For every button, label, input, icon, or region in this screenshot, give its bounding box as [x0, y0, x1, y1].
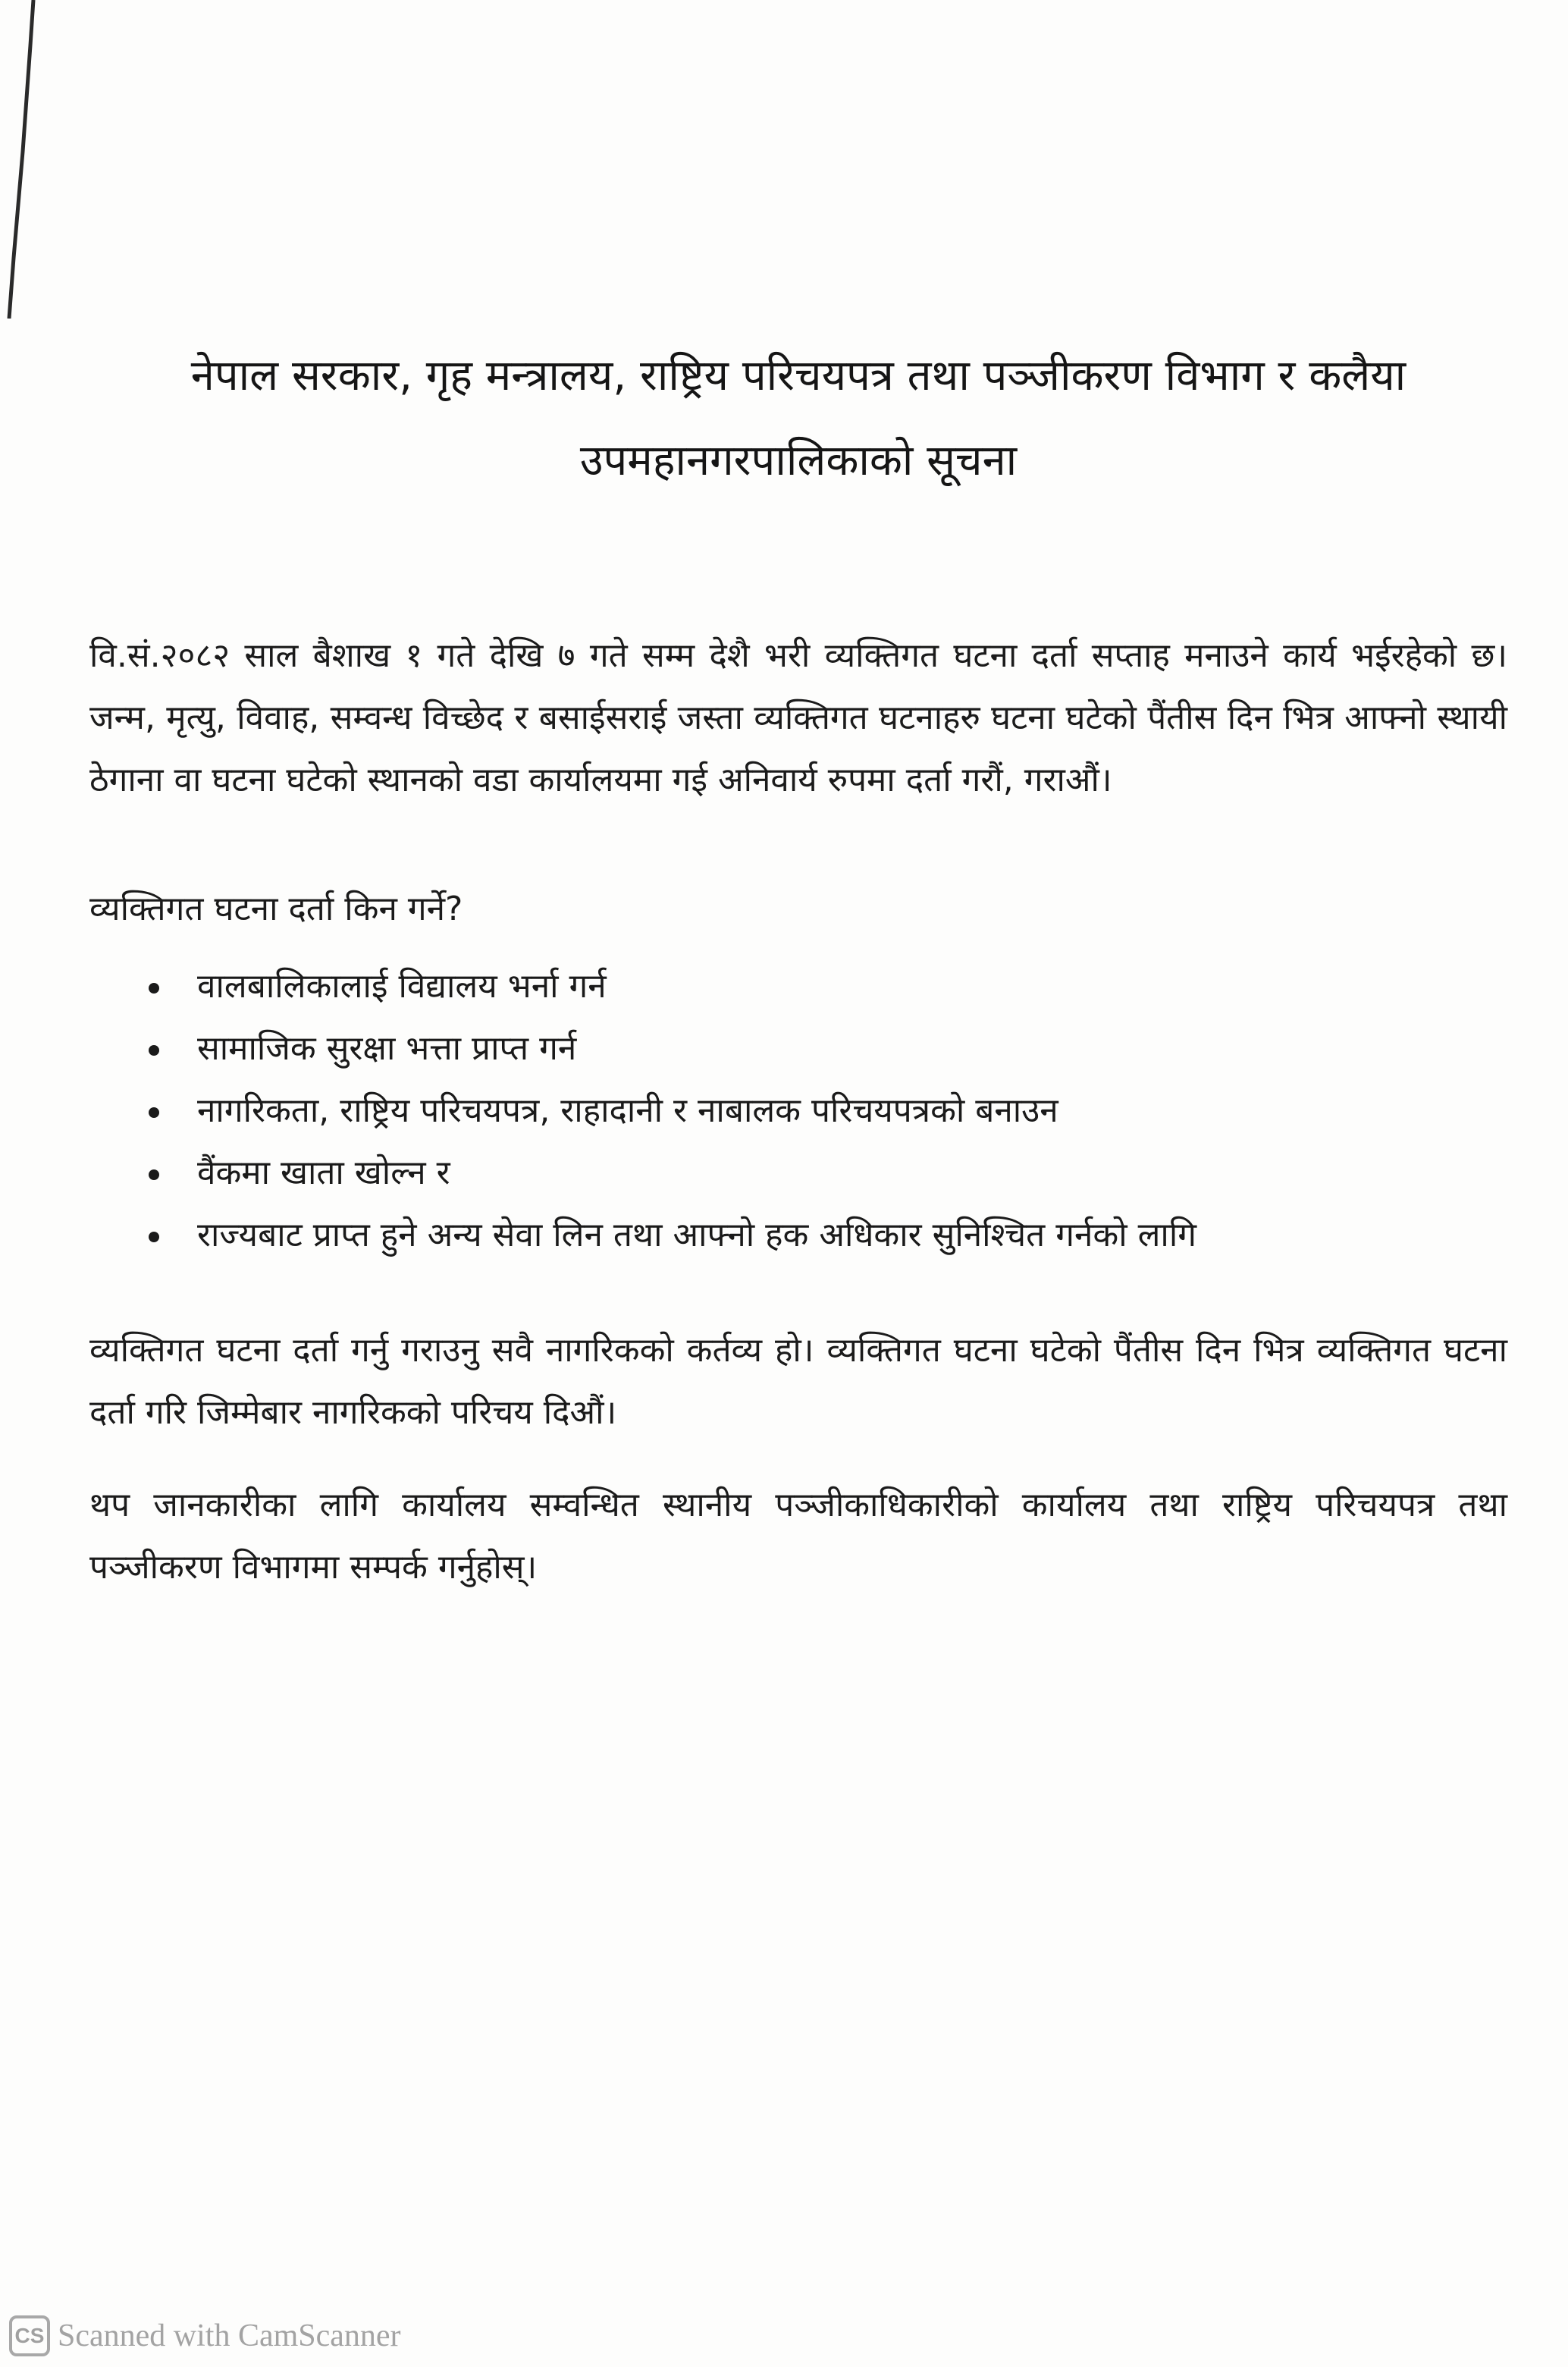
page-edge-shadow	[0, 0, 61, 319]
intro-paragraph: वि.सं.२०८२ साल बैशाख १ गते देखि ७ गते सम्म देशै भरी व्यक्तिगत घटना दर्ता सप्ताह मनाउने कार्य भईरहेको छ। जन्म, मृत्यु, विवाह, सम्वन्ध विच्छेद र बसाईसराई जस्ता व्यक्तिगत घटनाहरु घटना घटेको पैंतीस दिन भित्र आफ्नो स्थायी ठेगाना वा घटना घटेको स्थानको वडा कार्यालयमा गई अनिवार्य रुपमा दर्ता गरौं, गराऔं।	[89, 636, 1507, 799]
camscanner-watermark	[9, 2313, 401, 2359]
list-item	[89, 1080, 1507, 1142]
bullet-icon	[149, 1045, 159, 1056]
title-line-1: नेपाल सरकार, गृह मन्त्रालय, राष्ट्रिय परिचयपत्र तथा पञ्जीकरण विभाग र कलैया	[190, 351, 1406, 400]
reasons-list	[89, 956, 1507, 1267]
contact-paragraph: थप जानकारीका लागि कार्यालय सम्वन्धित स्थानीय पञ्जीकाधिकारीको कार्यालय तथा राष्ट्रिय परिचयपत्र तथा पञ्जीकरण विभागमा सम्पर्क गर्नुहोस्।	[89, 1486, 1507, 1587]
list-item-text: राज्यबाट प्राप्त हुने अन्य सेवा लिन तथा आफ्नो हक अधिकार सुनिश्चित गर्नको लागि	[197, 1216, 1196, 1254]
question-heading: व्यक्तिगत घटना दर्ता किन गर्ने?	[89, 890, 463, 928]
watermark-text: Scanned with CamScanner	[58, 2318, 401, 2353]
list-item	[89, 956, 1507, 1018]
bullet-icon	[149, 1232, 159, 1242]
list-item	[89, 1018, 1507, 1080]
duty-paragraph: व्यक्तिगत घटना दर्ता गर्नु गराउनु सवै नागरिकको कर्तव्य हो। व्यक्तिगत घटना घटेको पैंतीस दिन भित्र व्यक्तिगत घटना दर्ता गरि जिम्मेबार नागरिकको परिचय दिऔं।	[89, 1331, 1507, 1432]
list-item-text: नागरिकता, राष्ट्रिय परिचयपत्र, राहादानी र नाबालक परिचयपत्रको बनाउन	[197, 1091, 1058, 1130]
list-item	[89, 1204, 1507, 1267]
list-item-text: वालबालिकालाई विद्यालय भर्ना गर्न	[197, 967, 607, 1006]
notice-title	[89, 334, 1507, 504]
bullet-icon	[149, 1169, 159, 1180]
list-item	[89, 1142, 1507, 1204]
title-line-2: उपमहानगरपालिकाको सूचना	[579, 436, 1018, 485]
bullet-icon	[149, 983, 159, 994]
bullet-icon	[149, 1107, 159, 1118]
list-item-text: सामाजिक सुरक्षा भत्ता प्राप्त गर्न	[197, 1029, 577, 1068]
list-item-text: वैंकमा खाता खोल्न र	[197, 1154, 450, 1192]
camscanner-logo-icon: CS	[9, 2315, 50, 2356]
